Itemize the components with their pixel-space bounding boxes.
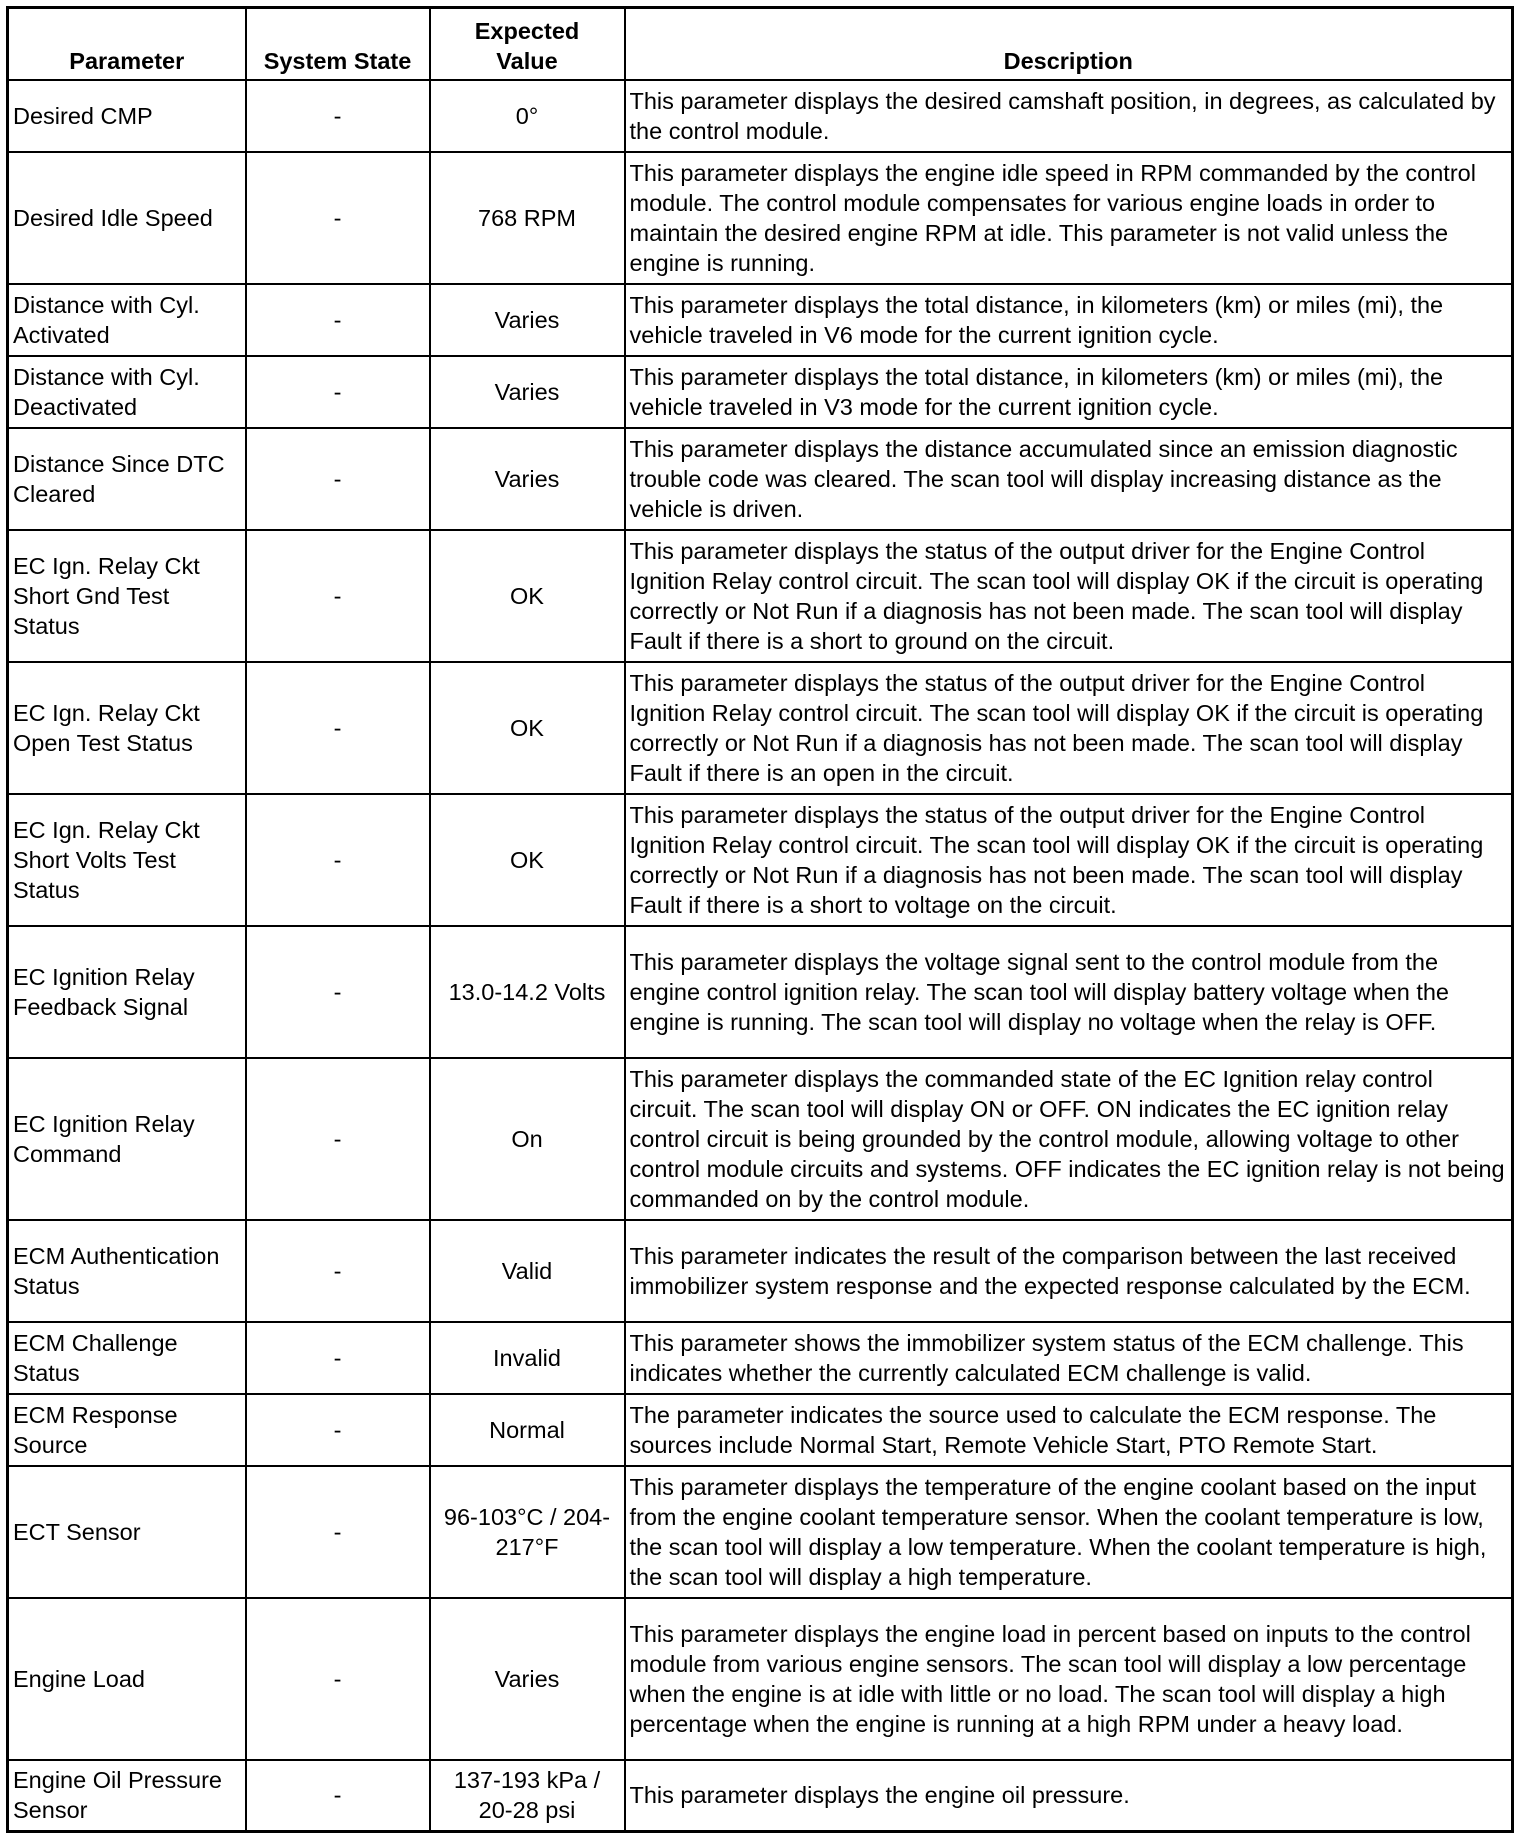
parameter-cell: ECM Challenge Status bbox=[8, 1322, 246, 1394]
description-cell: This parameter displays the voltage signal sent to the control module from the engine control ignition relay. The scan tool will display battery voltage when the engine is running. The scan tool will display no voltage when the relay is OFF. bbox=[625, 926, 1513, 1058]
table-row bbox=[8, 662, 1513, 794]
description-cell: This parameter displays the commanded state of the EC Ignition relay control circuit. The scan tool will display ON or OFF. ON indicates the EC ignition relay control circuit is being grounded by the control module, allowing voltage to other control module circuits and systems. OFF indicates the EC ignition relay is not being commanded on by the control module. bbox=[625, 1058, 1513, 1220]
table-row bbox=[8, 1466, 1513, 1598]
header-expected-value-line2: Value bbox=[496, 47, 558, 74]
description-cell: This parameter displays the distance accumulated since an emission diagnostic trouble code was cleared. The scan tool will display increasing distance as the vehicle is driven. bbox=[625, 428, 1513, 530]
table-row bbox=[8, 926, 1513, 1058]
expected-value-cell: OK bbox=[430, 530, 625, 662]
expected-value-cell: Varies bbox=[430, 284, 625, 356]
system-state-cell: - bbox=[246, 284, 430, 356]
table-row bbox=[8, 1322, 1513, 1394]
parameter-table bbox=[6, 6, 1514, 1833]
system-state-cell: - bbox=[246, 1322, 430, 1394]
expected-value-cell: Varies bbox=[430, 428, 625, 530]
parameter-cell: Desired CMP bbox=[8, 80, 246, 152]
parameter-cell: Distance Since DTC Cleared bbox=[8, 428, 246, 530]
table-row bbox=[8, 80, 1513, 152]
system-state-cell: - bbox=[246, 1394, 430, 1466]
system-state-cell: - bbox=[246, 794, 430, 926]
description-cell: This parameter displays the status of the output driver for the Engine Control Ignition Relay control circuit. The scan tool will display OK if the circuit is operating correctly or Not Run if a diagnosis has not been made. The scan tool will display Fault if there is a short to voltage on the circuit. bbox=[625, 794, 1513, 926]
parameter-cell: ECT Sensor bbox=[8, 1466, 246, 1598]
parameter-cell: Distance with Cyl. Activated bbox=[8, 284, 246, 356]
table-row bbox=[8, 428, 1513, 530]
system-state-cell: - bbox=[246, 1760, 430, 1832]
description-cell: This parameter displays the status of the output driver for the Engine Control Ignition Relay control circuit. The scan tool will display OK if the circuit is operating correctly or Not Run if a diagnosis has not been made. The scan tool will display Fault if there is a short to ground on the circuit. bbox=[625, 530, 1513, 662]
description-cell: This parameter displays the status of the output driver for the Engine Control Ignition Relay control circuit. The scan tool will display OK if the circuit is operating correctly or Not Run if a diagnosis has not been made. The scan tool will display Fault if there is an open in the circuit. bbox=[625, 662, 1513, 794]
parameter-cell: ECM Response Source bbox=[8, 1394, 246, 1466]
description-cell: This parameter indicates the result of the comparison between the last received immobilizer system response and the expected response calculated by the ECM. bbox=[625, 1220, 1513, 1322]
table-row bbox=[8, 1058, 1513, 1220]
parameter-cell: EC Ign. Relay Ckt Short Gnd Test Status bbox=[8, 530, 246, 662]
parameter-cell: EC Ignition Relay Feedback Signal bbox=[8, 926, 246, 1058]
parameter-cell: Engine Load bbox=[8, 1598, 246, 1760]
document-page bbox=[6, 6, 1511, 1833]
expected-value-cell: Varies bbox=[430, 356, 625, 428]
parameter-cell: EC Ign. Relay Ckt Open Test Status bbox=[8, 662, 246, 794]
table-row bbox=[8, 530, 1513, 662]
expected-value-cell: Normal bbox=[430, 1394, 625, 1466]
parameter-cell: Engine Oil Pressure Sensor bbox=[8, 1760, 246, 1832]
expected-value-cell: OK bbox=[430, 794, 625, 926]
expected-value-cell: Varies bbox=[430, 1598, 625, 1760]
table-row bbox=[8, 152, 1513, 284]
system-state-cell: - bbox=[246, 80, 430, 152]
system-state-cell: - bbox=[246, 1598, 430, 1760]
description-cell: This parameter displays the desired camshaft position, in degrees, as calculated by the control module. bbox=[625, 80, 1513, 152]
system-state-cell: - bbox=[246, 530, 430, 662]
expected-value-cell: 96-103°C / 204-217°F bbox=[430, 1466, 625, 1598]
description-cell: This parameter displays the engine load in percent based on inputs to the control module from various engine sensors. The scan tool will display a low percentage when the engine is at idle with little or no load. The scan tool will display a high percentage when the engine is running at a high RPM under a heavy load. bbox=[625, 1598, 1513, 1760]
header-system-state: System State bbox=[246, 8, 430, 80]
system-state-cell: - bbox=[246, 662, 430, 794]
parameter-cell: ECM Authentication Status bbox=[8, 1220, 246, 1322]
header-description: Description bbox=[625, 8, 1513, 80]
table-row bbox=[8, 794, 1513, 926]
table-row bbox=[8, 1598, 1513, 1760]
header-expected-value bbox=[430, 8, 625, 80]
description-cell: The parameter indicates the source used to calculate the ECM response. The sources include Normal Start, Remote Vehicle Start, PTO Remote Start. bbox=[625, 1394, 1513, 1466]
system-state-cell: - bbox=[246, 152, 430, 284]
expected-value-cell: 137-193 kPa / 20-28 psi bbox=[430, 1760, 625, 1832]
parameter-cell: EC Ignition Relay Command bbox=[8, 1058, 246, 1220]
table-row bbox=[8, 1394, 1513, 1466]
header-parameter: Parameter bbox=[8, 8, 246, 80]
expected-value-cell: 0° bbox=[430, 80, 625, 152]
expected-value-cell: Valid bbox=[430, 1220, 625, 1322]
header-expected-value-line1: Expected bbox=[474, 17, 580, 44]
description-cell: This parameter displays the temperature of the engine coolant based on the input from the engine coolant temperature sensor. When the coolant temperature is low, the scan tool will display a low temperature. When the coolant temperature is high, the scan tool will display a high temperature. bbox=[625, 1466, 1513, 1598]
system-state-cell: - bbox=[246, 926, 430, 1058]
expected-value-cell: 13.0-14.2 Volts bbox=[430, 926, 625, 1058]
parameter-cell: Distance with Cyl. Deactivated bbox=[8, 356, 246, 428]
description-cell: This parameter displays the engine idle speed in RPM commanded by the control module. The control module compensates for various engine loads in order to maintain the desired engine RPM at idle. This parameter is not valid unless the engine is running. bbox=[625, 152, 1513, 284]
expected-value-cell: OK bbox=[430, 662, 625, 794]
expected-value-cell: Invalid bbox=[430, 1322, 625, 1394]
parameter-cell: EC Ign. Relay Ckt Short Volts Test Status bbox=[8, 794, 246, 926]
description-cell: This parameter displays the total distance, in kilometers (km) or miles (mi), the vehicle traveled in V3 mode for the current ignition cycle. bbox=[625, 356, 1513, 428]
system-state-cell: - bbox=[246, 1220, 430, 1322]
system-state-cell: - bbox=[246, 356, 430, 428]
table-row bbox=[8, 1760, 1513, 1832]
expected-value-cell: 768 RPM bbox=[430, 152, 625, 284]
parameter-cell: Desired Idle Speed bbox=[8, 152, 246, 284]
table-row bbox=[8, 284, 1513, 356]
system-state-cell: - bbox=[246, 428, 430, 530]
description-cell: This parameter shows the immobilizer system status of the ECM challenge. This indicates whether the currently calculated ECM challenge is valid. bbox=[625, 1322, 1513, 1394]
expected-value-cell: On bbox=[430, 1058, 625, 1220]
system-state-cell: - bbox=[246, 1058, 430, 1220]
header-row bbox=[8, 8, 1513, 80]
system-state-cell: - bbox=[246, 1466, 430, 1598]
description-cell: This parameter displays the engine oil pressure. bbox=[625, 1760, 1513, 1832]
description-cell: This parameter displays the total distance, in kilometers (km) or miles (mi), the vehicle traveled in V6 mode for the current ignition cycle. bbox=[625, 284, 1513, 356]
table-row bbox=[8, 1220, 1513, 1322]
table-row bbox=[8, 356, 1513, 428]
